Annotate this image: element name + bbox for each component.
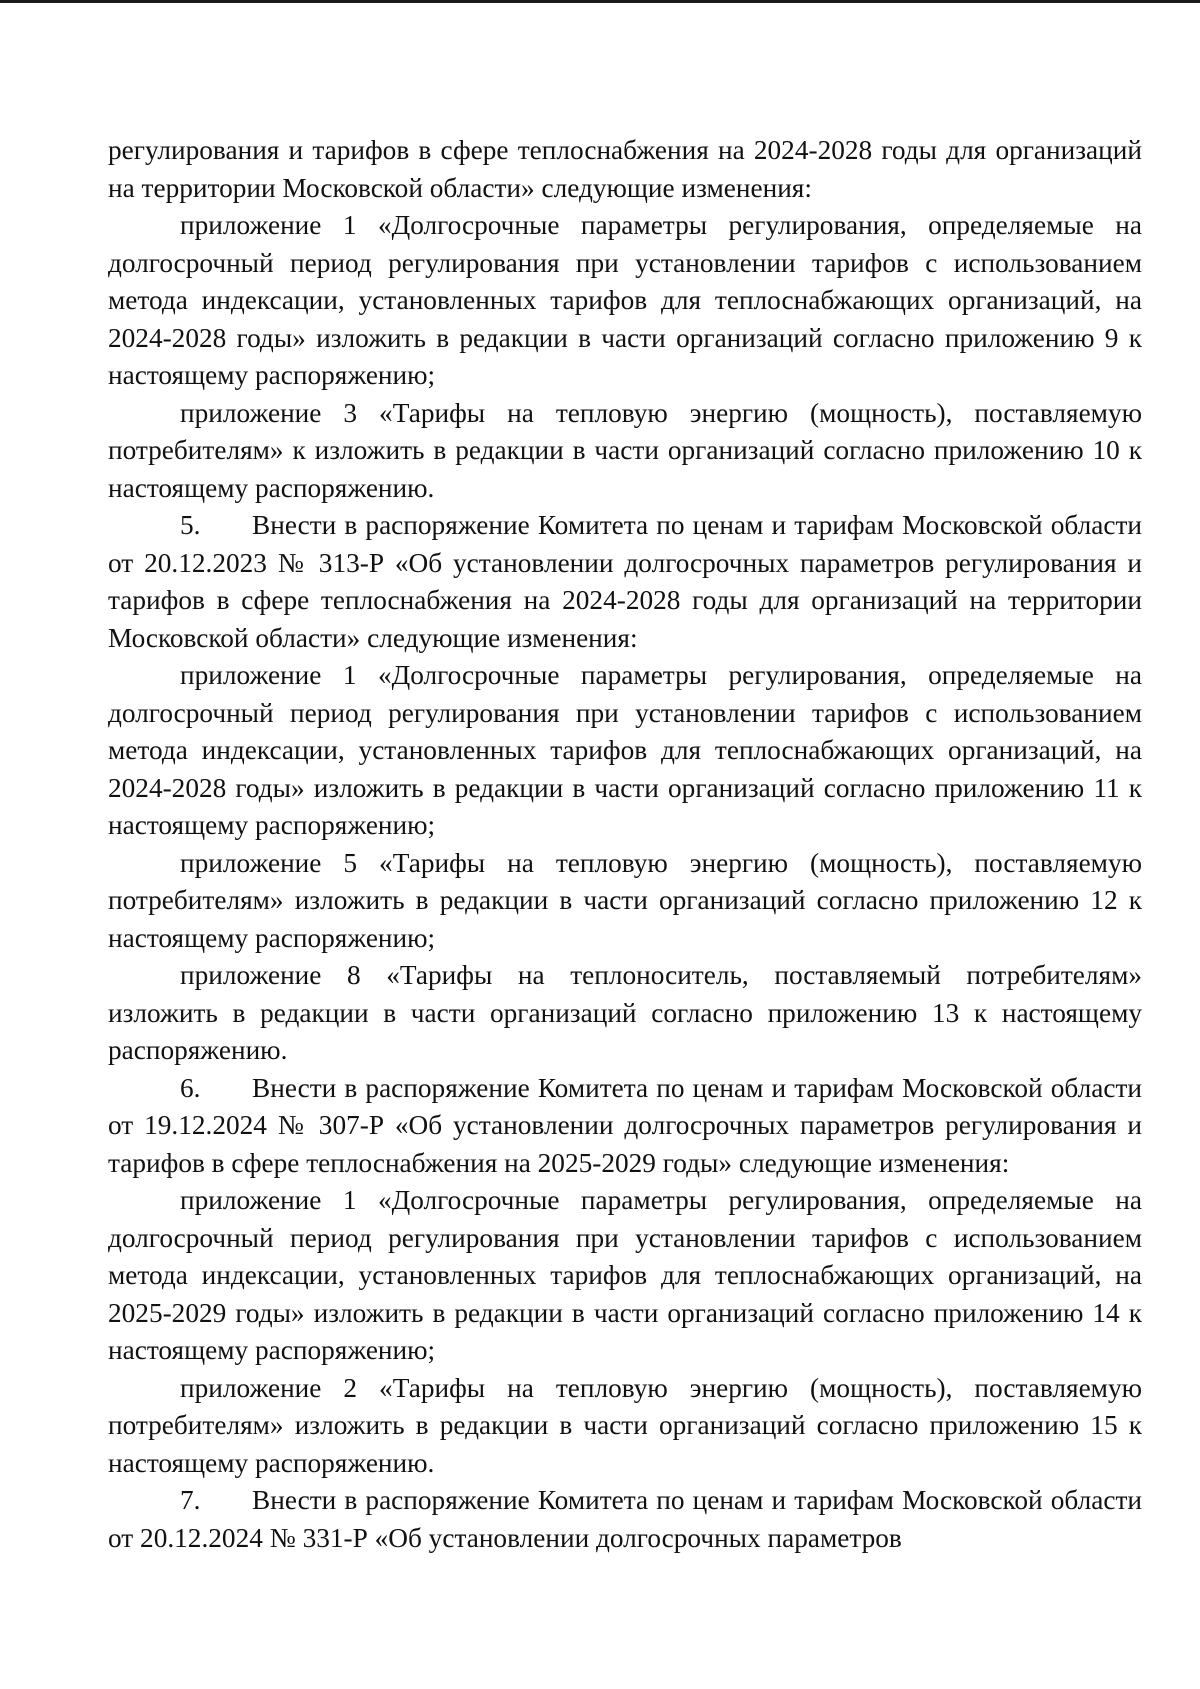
- paragraph-appendix-1-item: [108, 1182, 1142, 1370]
- paragraph-text: приложение 5 «Тарифы на тепловую энергию (мощность), поставляемую потребителям» изложить в редакции в части организаций согласно приложению 12 к настоящему распоряжению;: [108, 847, 1142, 953]
- paragraph-text: приложение 2 «Тарифы на тепловую энергию (мощность), поставляемую потребителям» изложить в редакции в части организаций согласно приложению 15 к настоящему распоряжению.: [108, 1372, 1142, 1478]
- paragraph-text: приложение 3 «Тарифы на тепловую энергию (мощность), поставляемую потребителям» к изложить в редакции в части организаций согласно приложению 10 к настоящему распоряжению.: [108, 397, 1142, 503]
- paragraph-text: Внести в распоряжение Комитета по ценам и тарифам Московской области от 20.12.2024 № 331-Р «Об установлении долгосрочных параметров: [108, 1485, 1142, 1553]
- paragraph-number: 7.: [180, 1485, 201, 1515]
- document-page: [108, 132, 1142, 1557]
- paragraph-appendix-1-item: [108, 207, 1142, 395]
- paragraph-text: приложение 8 «Тарифы на теплоноситель, поставляемый потребителям» изложить в редакции в части организаций согласно приложению 13 к настоящему распоряжению.: [108, 960, 1142, 1065]
- paragraph-text: приложение 1 «Долгосрочные параметры регулирования, определяемые на долгосрочный период регулирования при установлении тарифов с использованием метода индексации, установленных тарифов для теплоснабжающих организаций, на 2024-2028 годы» изложить в редакции в части организаций согласно приложению 9 к настоящему распоряжению;: [108, 210, 1142, 390]
- paragraph-item-7: [108, 1482, 1142, 1557]
- paragraph-appendix-3-item: [108, 395, 1142, 508]
- paragraph-appendix-5-item: [108, 845, 1142, 958]
- paragraph-continuation: [108, 132, 1142, 207]
- paragraph-text: Внести в распоряжение Комитета по ценам и тарифам Московской области от 19.12.2024 № 307-Р «Об установлении долгосрочных параметров регулирования и тарифов в сфере теплоснабжения на 2025-2029 годы» следующие изменения:: [108, 1072, 1142, 1178]
- paragraph-appendix-1-item: [108, 657, 1142, 845]
- paragraph-item-6: [108, 1070, 1142, 1183]
- paragraph-text: Внести в распоряжение Комитета по ценам и тарифам Московской области от 20.12.2023 № 313-Р «Об установлении долгосрочных параметров регулирования и тарифов в сфере теплоснабжения на 2024-2028 годы для организаций на территории Московской области» следующие изменения:: [108, 510, 1142, 653]
- paragraph-appendix-2-item: [108, 1370, 1142, 1483]
- paragraph-number: 6.: [180, 1072, 201, 1103]
- paragraph-appendix-8-item: [108, 957, 1142, 1070]
- scan-edge-line: [0, 0, 1200, 3]
- paragraph-number: 5.: [180, 510, 201, 540]
- paragraph-text: регулирования и тарифов в сфере теплоснабжения на 2024-2028 годы для организаций на территории Московской области» следующие изменения:: [108, 135, 1142, 203]
- paragraph-item-5: [108, 507, 1142, 657]
- paragraph-text: приложение 1 «Долгосрочные параметры регулирования, определяемые на долгосрочный период регулирования при установлении тарифов с использованием метода индексации, установленных тарифов для теплоснабжающих организаций, на 2025-2029 годы» изложить в редакции в части организаций согласно приложению 14 к настоящему распоряжению;: [108, 1185, 1142, 1365]
- paragraph-text: приложение 1 «Долгосрочные параметры регулирования, определяемые на долгосрочный период регулирования при установлении тарифов с использованием метода индексации, установленных тарифов для теплоснабжающих организаций, на 2024-2028 годы» изложить в редакции в части организаций согласно приложению 11 к настоящему распоряжению;: [108, 660, 1142, 840]
